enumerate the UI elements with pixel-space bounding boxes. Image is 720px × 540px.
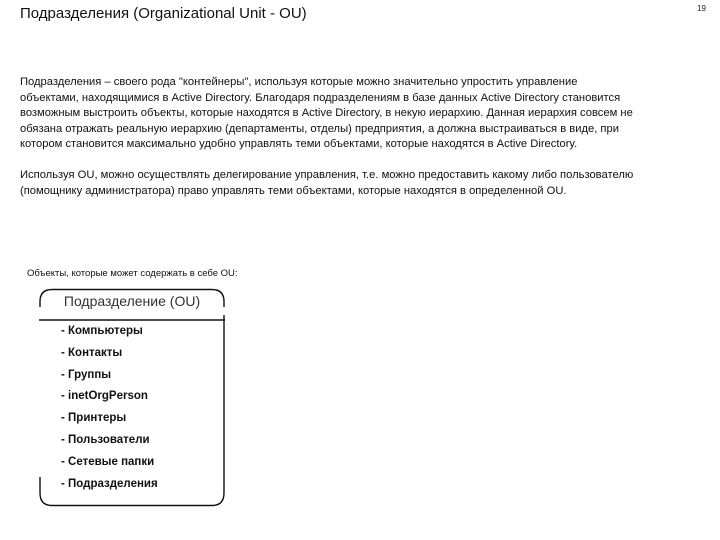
- page-number: 19: [697, 4, 706, 13]
- list-item: - Группы: [61, 368, 112, 381]
- diagram-caption: Объекты, которые может содержать в себе OU:: [27, 268, 238, 279]
- ou-header-label: Подразделение (OU): [63, 293, 201, 309]
- slide-title: Подразделения (Organizational Unit - OU): [20, 5, 307, 22]
- ou-container-diagram: [38, 287, 226, 508]
- list-item: - Подразделения: [61, 477, 158, 490]
- list-item: - inetOrgPerson: [61, 390, 148, 403]
- list-item: - Пользователи: [61, 433, 150, 446]
- ou-description-paragraph: Подразделения – своего рода "контейнеры", используя которые можно значительно упростить управление объектами, находящимися в Active Directory. Благодаря подразделениям в базе данных Active Directory становится возможным выстроить объекты, которые находятся в Active Directory, в некую иерархию. Данная иерархия совсем не обязана отражать реальную иерархию (департаменты, отделы) предприятия, а должна выстраиваться в виде, при котором становится максимально удобно управлять теми объектами, которые находятся в Active Directory.: [20, 76, 633, 150]
- ou-object-list: [61, 324, 158, 498]
- list-item: - Контакты: [61, 346, 123, 359]
- list-item: - Сетевые папки: [61, 455, 155, 468]
- list-item: - Принтеры: [61, 412, 127, 425]
- list-item: - Компьютеры: [61, 325, 143, 337]
- ou-delegation-paragraph: Используя OU, можно осуществлять делегирование управления, т.е. можно предоставить какому либо пользователю (помощнику администратора) право управлять теми объектами, которые находятся в определенной OU.: [20, 169, 634, 197]
